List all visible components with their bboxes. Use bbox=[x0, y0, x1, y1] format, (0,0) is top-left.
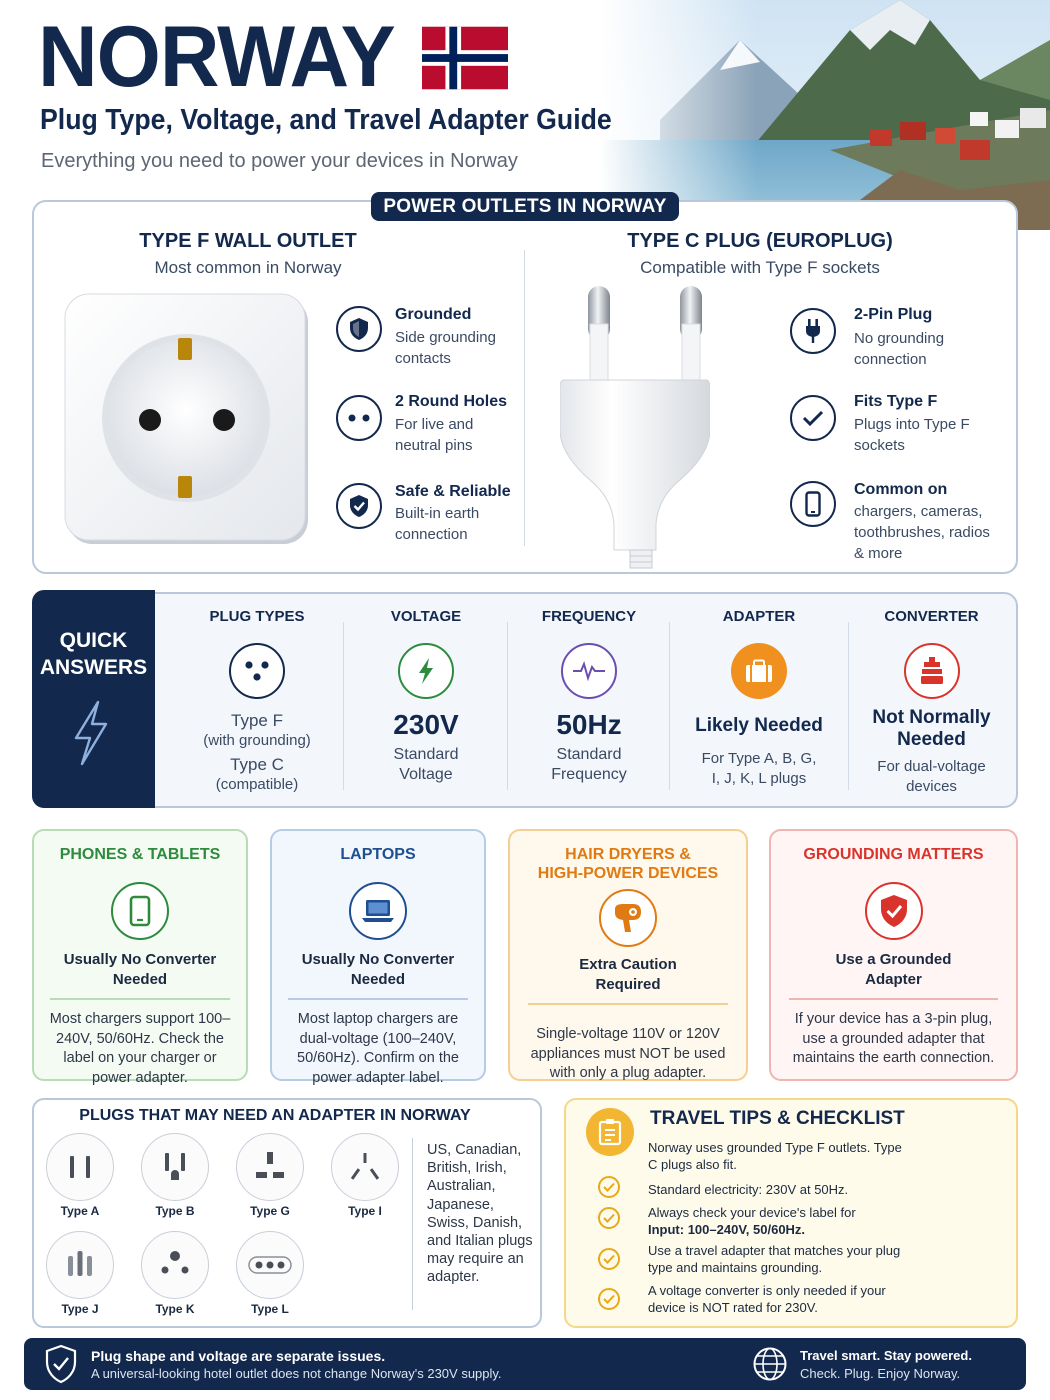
lightning-bolt-icon bbox=[70, 700, 112, 771]
qa-head: PLUG TYPES bbox=[209, 608, 305, 625]
outlet-dots-icon bbox=[229, 643, 285, 699]
card-heading-2: HIGH-POWER DEVICES bbox=[537, 865, 719, 882]
type-f-outlet-illustration bbox=[62, 292, 314, 555]
plug-label: Type J bbox=[61, 1302, 99, 1316]
tip-item: Standard electricity: 230V at 50Hz. bbox=[648, 1182, 849, 1197]
plug-icon bbox=[790, 308, 836, 354]
type-c-subtitle: Compatible with Type F sockets bbox=[640, 258, 880, 277]
shield-icon bbox=[336, 306, 382, 352]
qa-voltage bbox=[344, 608, 508, 785]
qa-line: For Type A, B, G, bbox=[701, 750, 817, 767]
qa-line: (compatible) bbox=[215, 776, 299, 793]
grounding-card bbox=[769, 829, 1018, 1081]
plug-label: Type I bbox=[348, 1204, 382, 1218]
card-divider bbox=[789, 998, 998, 1000]
shield-check-icon bbox=[865, 882, 923, 940]
card-heading: GROUNDING MATTERS bbox=[803, 846, 984, 863]
qa-line: Frequency bbox=[551, 766, 627, 783]
plugs-note: US, Canadian, British, Irish, Australian, Japanese, Swiss, Danish, and Italian plugs may require an adapter. bbox=[427, 1142, 533, 1286]
qa-line: devices bbox=[906, 778, 957, 795]
check-icon bbox=[598, 1248, 620, 1270]
card-text: If your device has a 3-pin plug, use a grounded adapter that maintains the earth connection. bbox=[792, 1011, 995, 1066]
quick-answers-label-line2: ANSWERS bbox=[39, 656, 148, 679]
qa-frequency-value: 50Hz bbox=[556, 709, 622, 740]
feature-text: Plugs into Type F sockets bbox=[854, 416, 970, 454]
tip-item bbox=[648, 1205, 988, 1238]
qa-converter bbox=[849, 608, 1014, 797]
type-j-plug-icon bbox=[46, 1231, 114, 1299]
tips-intro: Norway uses grounded Type F outlets. Type C plugs also fit. bbox=[648, 1140, 902, 1172]
card-title-1: Usually No Converter bbox=[301, 951, 455, 968]
feature-text: For live and neutral pins bbox=[395, 416, 474, 454]
shield-check-icon bbox=[336, 483, 382, 529]
card-title-1: Extra Caution bbox=[579, 956, 677, 973]
qa-converter-value-1: Not Normally bbox=[872, 707, 991, 728]
globe-icon bbox=[752, 1346, 788, 1387]
type-f-title: TYPE F WALL OUTLET bbox=[139, 230, 357, 252]
hair-dryers-card bbox=[508, 829, 748, 1081]
qa-voltage-value: 230V bbox=[393, 709, 459, 740]
feature-title: 2 Round Holes bbox=[395, 393, 508, 410]
plug-label: Type A bbox=[60, 1204, 100, 1218]
qa-head: FREQUENCY bbox=[541, 608, 637, 625]
hair-dryer-icon bbox=[599, 889, 657, 947]
shield-check-icon bbox=[44, 1344, 78, 1389]
qa-line: For dual-voltage bbox=[877, 758, 986, 775]
phones-tablets-card bbox=[32, 829, 248, 1086]
phone-icon bbox=[111, 882, 169, 940]
type-c-title: TYPE C PLUG (EUROPLUG) bbox=[627, 230, 893, 252]
qa-line: Standard bbox=[556, 746, 622, 763]
check-icon bbox=[790, 395, 836, 441]
quick-answers-label bbox=[32, 627, 155, 681]
qa-line: Voltage bbox=[399, 766, 453, 783]
tip-item-bold: Input: 100–240V, 50/60Hz. bbox=[648, 1221, 806, 1237]
card-title-2: Required bbox=[595, 976, 661, 993]
feature-title: Common on bbox=[854, 481, 948, 498]
suitcase-icon bbox=[731, 643, 787, 699]
type-k-plug-icon bbox=[141, 1231, 209, 1299]
plug-label: Type G bbox=[250, 1204, 290, 1218]
qa-head: VOLTAGE bbox=[390, 608, 462, 625]
check-icon bbox=[598, 1176, 620, 1198]
plug-label: Type B bbox=[155, 1204, 195, 1218]
qa-frequency bbox=[508, 608, 670, 785]
feature-text: Built-in earth connection bbox=[395, 505, 480, 543]
feature-text: No grounding connection bbox=[854, 330, 945, 368]
type-b-plug-icon bbox=[141, 1133, 209, 1201]
qa-line: Type F bbox=[231, 711, 283, 730]
section-label-outlets: POWER OUTLETS IN NORWAY bbox=[371, 192, 679, 221]
tip-item: Use a travel adapter that matches your plug type and maintains grounding. bbox=[648, 1243, 901, 1275]
tip-item: A voltage converter is only needed if your device is NOT rated for 230V. bbox=[648, 1283, 886, 1315]
quick-answers-label-block bbox=[32, 590, 155, 808]
qa-adapter-value: Likely Needed bbox=[695, 715, 823, 736]
type-f-subtitle: Most common in Norway bbox=[154, 258, 342, 277]
card-text: Single-voltage 110V or 120V appliances must NOT be used with only a plug adapter. bbox=[530, 1026, 726, 1081]
footer-left-title: Plug shape and voltage are separate issues. bbox=[91, 1348, 386, 1364]
outlets-divider bbox=[524, 250, 525, 546]
laptop-icon bbox=[349, 882, 407, 940]
footer-right-text: Check. Plug. Enjoy Norway. bbox=[800, 1366, 961, 1381]
feature-title: 2-Pin Plug bbox=[854, 306, 933, 323]
qa-line: (with grounding) bbox=[203, 732, 311, 749]
two-holes-icon bbox=[336, 395, 382, 441]
qa-converter-value-2: Needed bbox=[897, 729, 966, 750]
card-title-1: Usually No Converter bbox=[63, 951, 217, 968]
qa-line: Standard bbox=[393, 746, 459, 763]
card-heading: PHONES & TABLETS bbox=[59, 846, 221, 863]
feature-text: chargers, cameras, toothbrushes, radios & more bbox=[854, 503, 990, 562]
qa-head: CONVERTER bbox=[884, 608, 979, 625]
plugs-divider bbox=[412, 1138, 413, 1310]
plug-label: Type L bbox=[251, 1302, 289, 1316]
card-divider bbox=[50, 998, 230, 1000]
plugs-title: PLUGS THAT MAY NEED AN ADAPTER IN NORWAY bbox=[79, 1107, 471, 1124]
qa-head: ADAPTER bbox=[722, 608, 796, 625]
tip-item-text: Always check your device's label for bbox=[648, 1205, 856, 1220]
waveform-icon bbox=[561, 643, 617, 699]
footer-right-title: Travel smart. Stay powered. bbox=[800, 1348, 972, 1363]
card-divider bbox=[288, 998, 468, 1000]
type-c-plug-illustration bbox=[560, 284, 710, 575]
qa-adapter bbox=[670, 608, 848, 789]
feature-title: Safe & Reliable bbox=[395, 483, 511, 500]
type-i-plug-icon bbox=[331, 1133, 399, 1201]
converter-icon bbox=[904, 643, 960, 699]
qa-plug-types bbox=[172, 608, 342, 795]
feature-title: Grounded bbox=[395, 306, 472, 323]
norway-flag-icon bbox=[422, 26, 508, 90]
phone-icon bbox=[790, 481, 836, 527]
card-title-2: Needed bbox=[350, 971, 406, 988]
footer-bar bbox=[24, 1338, 1026, 1390]
travel-tips-title: TRAVEL TIPS & CHECKLIST bbox=[650, 1108, 905, 1129]
clipboard-icon bbox=[586, 1108, 634, 1156]
type-l-plug-icon bbox=[236, 1231, 304, 1299]
feature-text: Side grounding contacts bbox=[395, 329, 496, 367]
card-title-2: Needed bbox=[112, 971, 168, 988]
lightning-icon bbox=[398, 643, 454, 699]
page-tagline: Everything you need to power your devices in Norway bbox=[41, 150, 518, 172]
card-heading: HAIR DRYERS & bbox=[565, 846, 691, 863]
plug-label: Type K bbox=[155, 1302, 195, 1316]
feature-title: Fits Type F bbox=[854, 393, 938, 410]
card-heading: LAPTOPS bbox=[340, 846, 416, 863]
laptops-card bbox=[270, 829, 486, 1086]
qa-line: Type C bbox=[230, 755, 284, 774]
type-a-plug-icon bbox=[46, 1133, 114, 1201]
footer-left-text: A universal-looking hotel outlet does not change Norway's 230V supply. bbox=[91, 1366, 502, 1381]
check-icon bbox=[598, 1207, 620, 1229]
type-g-plug-icon bbox=[236, 1133, 304, 1201]
card-text: Most chargers support 100–240V, 50/60Hz. Check the label on your charger or power adapter. bbox=[49, 1011, 231, 1086]
card-text: Most laptop chargers are dual-voltage (100–240V, 50/60Hz). Confirm on the power adapter label. bbox=[297, 1011, 459, 1086]
card-title-1: Use a Grounded bbox=[835, 951, 952, 968]
quick-answers-label-line1: QUICK bbox=[59, 629, 128, 652]
qa-line: I, J, K, L plugs bbox=[711, 770, 807, 787]
card-title-2: Adapter bbox=[865, 971, 922, 988]
check-icon bbox=[598, 1288, 620, 1310]
page-subtitle: Plug Type, Voltage, and Travel Adapter Guide bbox=[40, 104, 612, 136]
page-title: NORWAY bbox=[38, 9, 395, 105]
card-divider bbox=[528, 1003, 728, 1005]
